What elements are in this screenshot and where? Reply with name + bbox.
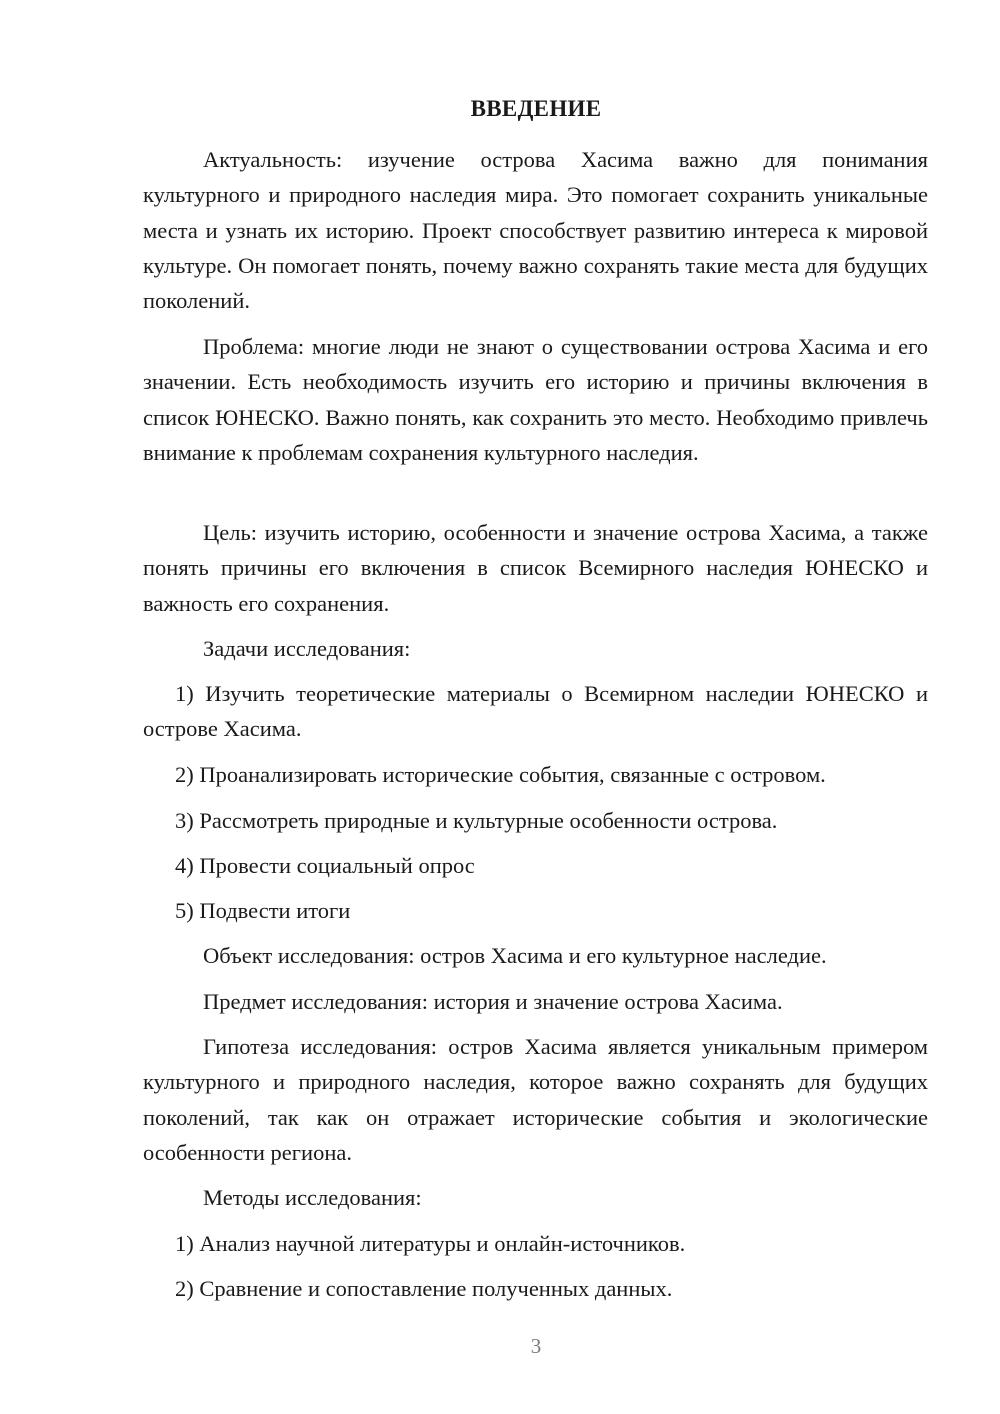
task-item-2: 2) Проанализировать исторические события, связанные с островом. — [175, 762, 826, 787]
paragraph-object: Объект исследования: остров Хасима и его культурное наследие. — [203, 943, 827, 968]
methods-title: Методы исследования: — [203, 1185, 422, 1210]
method-item-1: 1) Анализ научной литературы и онлайн-источников. — [175, 1231, 686, 1256]
page-heading: ВВЕДЕНИЕ — [470, 96, 602, 121]
task-item-1: 1) Изучить теоретические материалы о Всемирном наследии ЮНЕСКО и острове Хасима. — [143, 681, 928, 742]
page-number: 3 — [530, 1334, 542, 1358]
tasks-title: Задачи исследования: — [203, 636, 411, 661]
paragraph-goal: Цель: изучить историю, особенности и значение острова Хасима, а также понять причины его включения в список Всемирного наследия ЮНЕСКО и важность его сохранения. — [143, 520, 928, 616]
task-item-4: 4) Провести социальный опрос — [175, 853, 475, 878]
task-item-3: 3) Рассмотреть природные и культурные особенности острова. — [175, 808, 778, 833]
paragraph-problem: Проблема: многие люди не знают о существовании острова Хасима и его значении. Есть необходимость изучить его историю и причины включения в список ЮНЕСКО. Важно понять, как сохранить это место. Необходимо привлечь внимание к проблемам сохранения культурного наследия. — [143, 334, 928, 465]
task-item-5: 5) Подвести итоги — [175, 898, 351, 923]
paragraph-subject: Предмет исследования: история и значение острова Хасима. — [203, 989, 783, 1014]
method-item-2: 2) Сравнение и сопоставление полученных данных. — [175, 1276, 673, 1301]
paragraph-relevance: Актуальность: изучение острова Хасима важно для понимания культурного и природного наследия мира. Это помогает сохранить уникальные места и узнать их историю. Проект способствует развитию интереса к мировой культуре. Он помогает понять, почему важно сохранять такие места для будущих поколений. — [143, 147, 928, 314]
paragraph-hypothesis: Гипотеза исследования: остров Хасима является уникальным примером культурного и природного наследия, которое важно сохранять для будущих поколений, так как он отражает исторические события и экологические особенности региона. — [143, 1034, 928, 1165]
